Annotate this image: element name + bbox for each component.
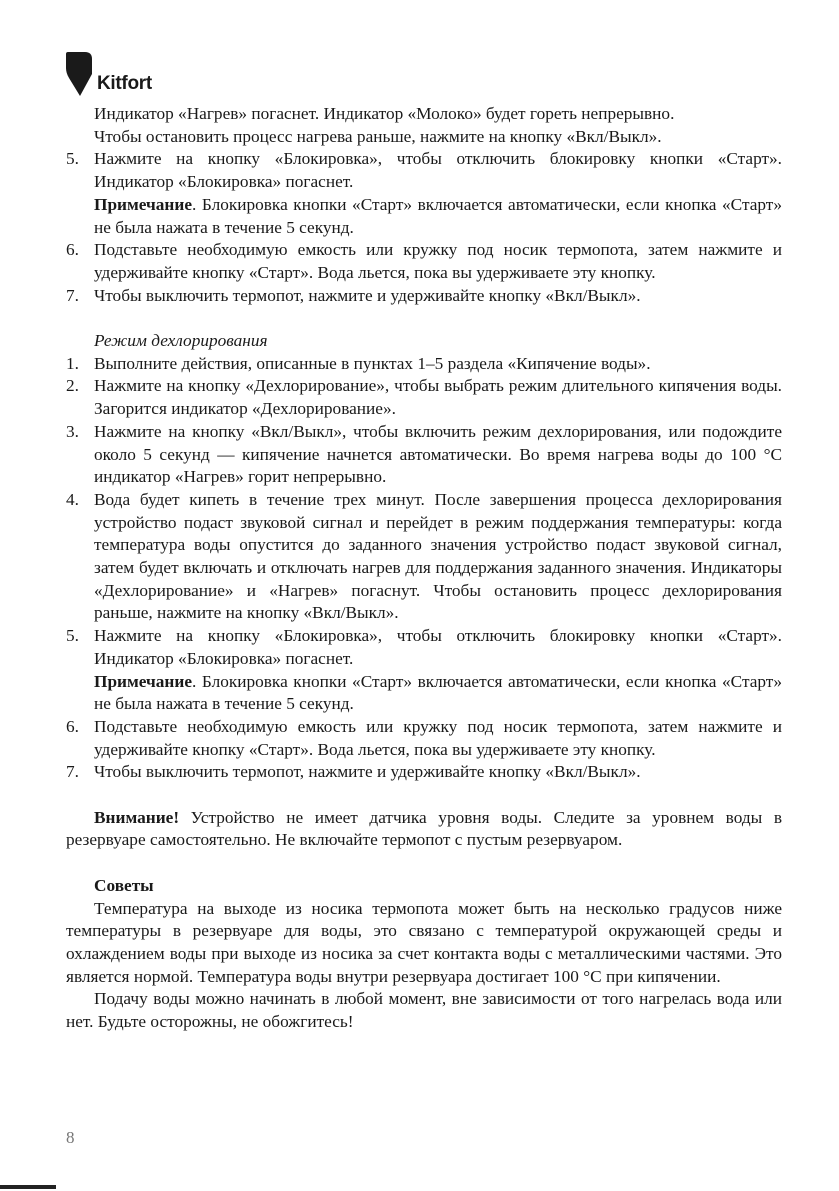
- warning-text: Устройство не имеет датчика уровня воды. Следите за уровнем воды в резервуаре самостоятельно. Не включайте термопот с пустым резервуаром.: [66, 807, 782, 850]
- list-number: 2.: [66, 376, 79, 396]
- list-item: [66, 625, 782, 670]
- list-text: Нажмите на кнопку «Блокировка», чтобы отключить блокировку кнопки «Старт». Индикатор «Блокировка» погаснет.: [94, 626, 782, 668]
- tips-paragraph: Температура на выходе из носика термопота может быть на несколько градусов ниже температуры в резервуаре для воды, это связано с температурой окружающей среды и охлаждением воды при выходе из носика за счет контакта воды с металлическими частями. Это является нормой. Температура воды внутри резервуара достигает 100 °С при кипячении.: [66, 898, 782, 986]
- list-item: [66, 489, 782, 625]
- list-number: 1.: [66, 353, 79, 373]
- intro-line: Индикатор «Нагрев» погаснет. Индикатор «Молоко» будет гореть непрерывно.: [94, 104, 675, 123]
- list-item: [66, 421, 782, 489]
- list-text: Подставьте необходимую емкость или кружку под носик термопота, затем нажмите и удерживайте кнопку «Старт». Вода льется, пока вы удерживаете эту кнопку.: [94, 240, 782, 282]
- warning-label: Внимание!: [94, 807, 180, 827]
- list-text: Нажмите на кнопку «Дехлорирование», чтобы выбрать режим длительного кипячения воды. Загорится индикатор «Дехлорирование».: [94, 376, 782, 419]
- list-item: [66, 761, 782, 784]
- list-text: Чтобы выключить термопот, нажмите и удерживайте кнопку «Вкл/Выкл».: [94, 285, 641, 305]
- list-number: 3.: [66, 421, 79, 441]
- page-edge-mark: [0, 1185, 56, 1189]
- brand-name: Kitfort: [97, 73, 152, 94]
- page-content: [66, 103, 782, 1034]
- note: [66, 194, 782, 239]
- warning-paragraph: [66, 807, 782, 852]
- page-number: 8: [66, 1128, 75, 1147]
- list-text: Чтобы выключить термопот, нажмите и удерживайте кнопку «Вкл/Выкл».: [94, 762, 641, 782]
- note-text: . Блокировка кнопки «Старт» включается автоматически, если кнопка «Старт» не была нажата в течение 5 секунд.: [94, 671, 782, 714]
- list-item: [66, 353, 782, 376]
- list-text: Вода будет кипеть в течение трех минут. После завершения процесса дехлорирования устройство подаст звуковой сигнал и перейдет в режим поддержания температуры: когда температура воды опустится до заданного значения устройство подаст звуковой сигнал, затем будет включать и отключать нагрев для поддержания заданного значения. Индикаторы «Дехлорирование» и «Нагрев» погаснут. Чтобы остановить процесс дехлорирования раньше, нажмите на кнопку «Вкл/Выкл».: [94, 489, 782, 623]
- list-item: [66, 716, 782, 761]
- note: [66, 671, 782, 716]
- intro-line: Чтобы остановить процесс нагрева раньше, нажмите на кнопку «Вкл/Выкл».: [94, 126, 662, 146]
- tips-title: Советы: [94, 875, 154, 895]
- list-number: 6.: [66, 240, 79, 260]
- note-label: Примечание: [94, 194, 192, 214]
- list-item: [66, 239, 782, 284]
- list-text: Выполните действия, описанные в пунктах 1–5 раздела «Кипячение воды».: [94, 353, 651, 373]
- kitfort-logo-icon: [66, 52, 92, 96]
- section-title: Режим дехлорирования: [94, 331, 268, 351]
- note-label: Примечание: [94, 671, 192, 691]
- list-text: Подставьте необходимую емкость или кружку под носик термопота, затем нажмите и удерживайте кнопку «Старт». Вода льется, пока вы удерживаете эту кнопку.: [94, 716, 782, 759]
- list-text: Нажмите на кнопку «Блокировка», чтобы отключить блокировку кнопки «Старт». Индикатор «Блокировка» погаснет.: [94, 149, 782, 192]
- list-number: 4.: [66, 489, 79, 509]
- list-number: 6.: [66, 716, 79, 736]
- list-number: 5.: [66, 149, 79, 169]
- list-number: 5.: [66, 626, 79, 646]
- list-item: [66, 375, 782, 420]
- list-item: [66, 285, 782, 308]
- list-text: Нажмите на кнопку «Вкл/Выкл», чтобы включить режим дехлорирования, или подождите около 5 секунд — кипячение начнется автоматически. Во время нагрева воды до 100 °С индикатор «Нагрев» горит непрерывно.: [94, 421, 782, 487]
- list-number: 7.: [66, 285, 79, 305]
- list-item: [66, 148, 782, 193]
- list-number: 7.: [66, 762, 79, 782]
- note-text: . Блокировка кнопки «Старт» включается автоматически, если кнопка «Старт» не была нажата в течение 5 секунд.: [94, 194, 782, 237]
- tips-paragraph: Подачу воды можно начинать в любой момент, вне зависимости от того нагрелась вода или нет. Будьте осторожны, не обожгитесь!: [66, 989, 782, 1032]
